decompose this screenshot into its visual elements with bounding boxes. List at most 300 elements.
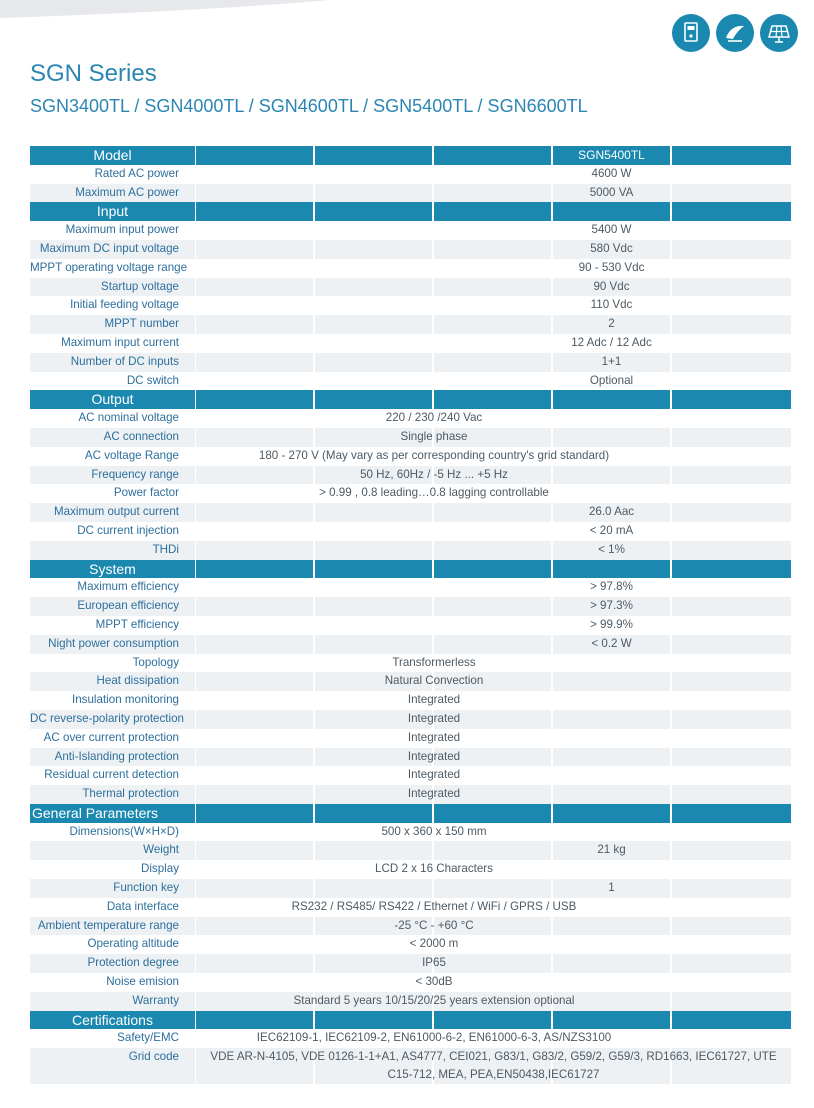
model-column-cell	[315, 146, 432, 165]
header-icons	[672, 14, 798, 52]
spec-label: Ambient temperature range	[30, 917, 195, 936]
model-column-cell	[196, 616, 313, 635]
spec-label: Data interface	[106, 899, 179, 913]
spec-value-spanning: Integrated	[407, 730, 461, 744]
value-cells	[196, 296, 791, 315]
model-column-cell	[553, 560, 670, 579]
section-title: System	[30, 560, 195, 579]
spec-row	[30, 541, 791, 560]
spec-row	[30, 372, 791, 391]
spec-row	[30, 616, 791, 635]
inverter-icon	[672, 14, 710, 52]
model-column-cell	[196, 522, 313, 541]
model-column-cell	[434, 278, 551, 297]
value-cells	[196, 146, 791, 165]
model-column-cell	[672, 748, 791, 767]
spec-row	[30, 409, 791, 428]
spec-row	[30, 522, 791, 541]
general-header	[30, 804, 791, 823]
model-column-cell	[672, 184, 791, 203]
spec-row	[30, 898, 791, 917]
value-cells	[196, 766, 791, 785]
value-cells	[196, 1029, 791, 1048]
model-column-cell	[672, 729, 791, 748]
model-column-cell	[434, 184, 551, 203]
model-column-cell	[672, 484, 791, 503]
value-cells	[196, 917, 791, 936]
model-column-cell	[315, 353, 432, 372]
spec-row	[30, 278, 791, 297]
model-column-cell	[196, 146, 313, 165]
spec-value: < 0.2 W	[553, 635, 670, 654]
model-column-cell	[434, 315, 551, 334]
model-column-cell	[196, 165, 313, 184]
section-title: Output	[30, 390, 195, 409]
model-column-cell	[434, 1011, 551, 1030]
model-column-cell	[315, 278, 432, 297]
value-cells	[196, 635, 791, 654]
spec-row	[30, 503, 791, 522]
value-cells	[196, 578, 791, 597]
value-cells	[196, 221, 791, 240]
spec-row	[30, 785, 791, 804]
value-cells	[196, 372, 791, 391]
spec-row	[30, 221, 791, 240]
model-column-cell	[315, 296, 432, 315]
model-column-cell	[434, 879, 551, 898]
model-column-cell	[196, 278, 313, 297]
model-column-cell	[315, 560, 432, 579]
spec-value: > 97.8%	[590, 580, 633, 594]
spec-row	[30, 935, 791, 954]
spec-row	[30, 466, 791, 485]
spec-value: 110 Vdc	[590, 298, 633, 312]
spec-row	[30, 578, 791, 597]
model-column-cell	[672, 616, 791, 635]
spec-value: 90 Vdc	[553, 278, 670, 297]
spec-label: Function key	[30, 879, 195, 898]
model-column-cell	[434, 635, 551, 654]
spec-row	[30, 315, 791, 334]
model-column-cell	[434, 597, 551, 616]
spec-row	[30, 879, 791, 898]
model-column-cell	[672, 672, 791, 691]
section-title: Certifications	[30, 1011, 195, 1030]
value-cells	[196, 616, 791, 635]
spec-label: Power factor	[113, 486, 179, 500]
model-column-cell	[196, 296, 313, 315]
spec-row	[30, 691, 791, 710]
spec-label: DC switch	[126, 373, 179, 387]
model-column-cell	[672, 710, 791, 729]
spec-value-spanning: Integrated	[407, 787, 461, 801]
spec-row	[30, 1029, 791, 1048]
value-cells	[196, 823, 791, 842]
model-column-cell	[196, 841, 313, 860]
model-column-cell	[196, 578, 313, 597]
model-column-cell	[672, 992, 791, 1011]
spec-value: 21 kg	[553, 841, 670, 860]
value-cells	[196, 597, 791, 616]
value-cells	[196, 654, 791, 673]
spec-value: > 97.3%	[553, 597, 670, 616]
model-column-cell	[434, 804, 551, 823]
value-cells	[196, 748, 791, 767]
spec-label: AC voltage Range	[84, 448, 179, 462]
spec-label: Operating altitude	[87, 937, 179, 951]
spec-value-spanning: Integrated	[407, 768, 461, 782]
solar-sun-icon	[716, 14, 754, 52]
spec-value-spanning: < 30dB	[415, 975, 453, 989]
spec-label: AC over current protection	[43, 730, 179, 744]
spec-value: Optional	[589, 373, 634, 387]
model-column-cell	[672, 466, 791, 485]
spec-value-spanning: LCD 2 x 16 Characters	[375, 862, 493, 876]
spec-value-spanning: Standard 5 years 10/15/20/25 years extension optional	[293, 993, 575, 1007]
model-column-cell	[434, 259, 551, 278]
spec-value: 12 Adc / 12 Adc	[571, 335, 652, 349]
section-title: Model	[30, 146, 195, 165]
model-column-cell	[196, 202, 313, 221]
value-cells	[196, 541, 791, 560]
model-column-cell	[672, 165, 791, 184]
model-column-cell	[196, 541, 313, 560]
value-cells	[196, 804, 791, 823]
value-cells	[196, 973, 791, 992]
spec-value-spanning: > 0.99 , 0.8 leading…0.8 lagging controllable	[319, 486, 549, 500]
spec-value: 5400 W	[591, 223, 632, 237]
value-cells	[196, 315, 791, 334]
spec-value-spanning: 220 / 230 /240 Vac	[385, 411, 483, 425]
model-column-cell	[315, 259, 432, 278]
model-column-cell	[672, 635, 791, 654]
model-column-cell	[315, 184, 432, 203]
model-column-cell	[434, 202, 551, 221]
value-cells	[196, 954, 791, 973]
model-column-cell	[672, 372, 791, 391]
spec-row	[30, 1048, 791, 1084]
model-column-cell	[672, 353, 791, 372]
spec-label: MPPT operating voltage range	[30, 260, 188, 274]
spec-value: 5000 VA	[553, 184, 670, 203]
model-column-cell	[672, 560, 791, 579]
model-column-cell	[196, 1011, 313, 1030]
model-column-cell	[434, 353, 551, 372]
model-column-cell	[315, 879, 432, 898]
model-column-cell	[196, 804, 313, 823]
spec-row	[30, 484, 791, 503]
spec-row	[30, 597, 791, 616]
value-cells	[196, 691, 791, 710]
spec-label: European efficiency	[30, 597, 195, 616]
spec-value-spanning: Natural Convection	[384, 674, 484, 688]
model-column-cell	[315, 541, 432, 560]
spec-label: Maximum AC power	[30, 184, 195, 203]
spec-value-spanning: 50 Hz, 60Hz / -5 Hz ... +5 Hz	[360, 467, 508, 481]
model-column-cell	[553, 202, 670, 221]
spec-row	[30, 992, 791, 1011]
model-column-cell	[672, 541, 791, 560]
model-column-cell	[553, 804, 670, 823]
value-cells	[196, 935, 791, 954]
model-column-cell	[196, 635, 313, 654]
value-cells	[196, 672, 791, 691]
model-column-cell	[672, 409, 791, 428]
spec-row	[30, 917, 791, 936]
value-cells	[196, 447, 791, 466]
spec-row	[30, 165, 791, 184]
model-column-cell	[315, 522, 432, 541]
model-column-cell	[434, 578, 551, 597]
model-column-cell	[315, 503, 432, 522]
value-cells	[196, 259, 791, 278]
value-cells	[196, 992, 791, 1011]
model-column-cell	[196, 879, 313, 898]
decorative-swoosh	[0, 0, 330, 22]
model-column-cell	[315, 597, 432, 616]
model-column-cell	[672, 259, 791, 278]
value-cells	[196, 428, 791, 447]
value-cells	[196, 353, 791, 372]
spec-label: Maximum input power	[65, 223, 179, 237]
spec-row	[30, 841, 791, 860]
spec-label: Heat dissipation	[30, 672, 195, 691]
spec-value-spanning: Integrated	[407, 749, 461, 763]
spec-row	[30, 823, 791, 842]
model-column-cell	[196, 221, 313, 240]
spec-row	[30, 654, 791, 673]
model-column-cell	[315, 616, 432, 635]
model-column-cell	[196, 315, 313, 334]
spec-label: Warranty	[30, 992, 195, 1011]
spec-label: Insulation monitoring	[72, 693, 179, 707]
model-column-cell	[672, 390, 791, 409]
spec-label: DC reverse-polarity protection	[30, 710, 195, 729]
value-cells	[196, 1048, 791, 1084]
model-column-cell	[196, 372, 313, 391]
spec-label: MPPT number	[30, 315, 195, 334]
solar-panel-icon	[760, 14, 798, 52]
section-title: Input	[30, 202, 195, 221]
model-column-cell	[672, 954, 791, 973]
model-column-cell	[672, 202, 791, 221]
spec-label: Maximum DC input voltage	[30, 240, 195, 259]
spec-value: 4600 W	[591, 166, 632, 180]
spec-label: Night power consumption	[30, 635, 195, 654]
spec-row	[30, 447, 791, 466]
spec-value-spanning: Transformerless	[392, 655, 476, 669]
spec-value-spanning: VDE AR-N-4105, VDE 0126-1-1+A1, AS4777, CEI021, G83/1, G83/2, G59/2, G59/3, RD1663, IEC61727, UTE C15-712, MEA, PEA,EN50438,IEC61727	[210, 1050, 777, 1082]
model-column-cell	[672, 296, 791, 315]
spec-label: Maximum output current	[30, 503, 195, 522]
model-column-cell	[434, 165, 551, 184]
model-column-cell	[434, 240, 551, 259]
model-column-cell	[672, 841, 791, 860]
model-column-cell	[196, 334, 313, 353]
value-cells	[196, 390, 791, 409]
spec-label: Thermal protection	[30, 785, 195, 804]
model-column-cell	[672, 221, 791, 240]
model-column-cell	[672, 691, 791, 710]
value-cells	[196, 841, 791, 860]
spec-value-spanning: Integrated	[407, 693, 461, 707]
model-column-cell	[196, 390, 313, 409]
model-column-cell	[672, 654, 791, 673]
spec-label: DC current injection	[77, 523, 179, 537]
spec-label: MPPT efficiency	[95, 617, 179, 631]
spec-label: THDi	[30, 541, 195, 560]
model-column-cell	[672, 597, 791, 616]
spec-label: Frequency range	[30, 466, 195, 485]
models-line: SGN3400TL / SGN4000TL / SGN4600TL / SGN5400TL / SGN6600TL	[30, 96, 588, 116]
spec-row	[30, 428, 791, 447]
spec-label: Initial feeding voltage	[70, 298, 179, 312]
value-cells	[196, 1011, 791, 1030]
model-column-cell	[196, 184, 313, 203]
certifications-header	[30, 1011, 791, 1030]
spec-label: Topology	[132, 655, 179, 669]
value-cells	[196, 879, 791, 898]
model-column-cell	[196, 503, 313, 522]
model-column-cell	[315, 315, 432, 334]
spec-label: Display	[140, 862, 179, 876]
model-column-cell	[672, 1011, 791, 1030]
spec-label: Protection degree	[30, 954, 195, 973]
model-column-cell	[672, 1029, 791, 1048]
value-cells	[196, 278, 791, 297]
value-cells	[196, 184, 791, 203]
model-column-cell	[315, 804, 432, 823]
spec-value: 26.0 Aac	[553, 503, 670, 522]
spec-row	[30, 635, 791, 654]
model-column-cell	[315, 1011, 432, 1030]
model-column-cell	[315, 372, 432, 391]
model-column-cell	[672, 879, 791, 898]
spec-value-spanning: Integrated	[407, 711, 461, 725]
model-column-cell	[672, 804, 791, 823]
value-cells	[196, 466, 791, 485]
spec-label: Maximum efficiency	[77, 580, 179, 594]
model-column-cell	[672, 447, 791, 466]
model-column-cell	[434, 390, 551, 409]
spec-label: Weight	[30, 841, 195, 860]
series-title: SGN Series	[30, 60, 157, 87]
spec-value: 580 Vdc	[553, 240, 670, 259]
value-cells	[196, 898, 791, 917]
spec-label: Anti-Islanding protection	[30, 748, 195, 767]
spec-value: 90 - 530 Vdc	[578, 260, 645, 274]
spec-row	[30, 259, 791, 278]
spec-label: Noise emision	[106, 975, 179, 989]
model-column-cell	[196, 353, 313, 372]
model-column-cell	[672, 973, 791, 992]
model-column-cell	[672, 898, 791, 917]
model-column-cell	[315, 578, 432, 597]
model-column-cell	[672, 146, 791, 165]
model-column-cell	[434, 560, 551, 579]
value-cells	[196, 165, 791, 184]
model-column-cell	[672, 766, 791, 785]
model-column-cell	[672, 917, 791, 936]
model-column-cell	[196, 240, 313, 259]
model-column-cell	[315, 240, 432, 259]
spec-value-spanning: 180 - 270 V (May vary as per corresponding country's grid standard)	[258, 448, 610, 462]
spec-row	[30, 860, 791, 879]
output-header	[30, 390, 791, 409]
spec-value: 1+1	[553, 353, 670, 372]
model-column-cell	[672, 278, 791, 297]
value-cells	[196, 240, 791, 259]
model-column-cell	[196, 597, 313, 616]
model-column-cell	[196, 259, 313, 278]
model-header	[30, 146, 791, 165]
section-title: General Parameters	[30, 804, 195, 823]
value-cells	[196, 729, 791, 748]
spec-value: < 20 mA	[589, 523, 634, 537]
model-column-cell	[434, 541, 551, 560]
value-cells	[196, 522, 791, 541]
spec-row	[30, 954, 791, 973]
model-column-cell	[672, 860, 791, 879]
model-column-cell	[672, 785, 791, 804]
model-column-cell	[672, 240, 791, 259]
spec-row	[30, 296, 791, 315]
spec-row	[30, 766, 791, 785]
model-column-header: SGN5400TL	[553, 146, 670, 165]
model-column-cell	[315, 841, 432, 860]
value-cells	[196, 503, 791, 522]
model-column-cell	[434, 503, 551, 522]
model-column-cell	[434, 616, 551, 635]
spec-value: 1	[553, 879, 670, 898]
model-column-cell	[672, 578, 791, 597]
model-column-cell	[434, 296, 551, 315]
model-column-cell	[315, 635, 432, 654]
value-cells	[196, 409, 791, 428]
spec-row	[30, 334, 791, 353]
spec-value-spanning: RS232 / RS485/ RS422 / Ethernet / WiFi / GPRS / USB	[291, 899, 577, 913]
spec-label: Grid code	[30, 1048, 195, 1084]
model-column-cell	[315, 221, 432, 240]
model-column-cell	[315, 390, 432, 409]
spec-label: Residual current detection	[44, 768, 179, 782]
spec-value-spanning: IP65	[422, 956, 446, 970]
value-cells	[196, 860, 791, 879]
spec-value-spanning: IEC62109-1, IEC62109-2, EN61000-6-2, EN61000-6-3, AS/NZS3100	[256, 1031, 612, 1045]
model-column-cell	[434, 146, 551, 165]
model-column-cell	[672, 522, 791, 541]
value-cells	[196, 710, 791, 729]
model-column-cell	[672, 935, 791, 954]
spec-label: Maximum input current	[61, 335, 179, 349]
value-cells	[196, 334, 791, 353]
model-column-cell	[434, 841, 551, 860]
spec-value-spanning: Single phase	[400, 429, 468, 443]
input-header	[30, 202, 791, 221]
spec-value: > 99.9%	[590, 617, 633, 631]
spec-label: AC nominal voltage	[78, 411, 179, 425]
spec-value: < 1%	[553, 541, 670, 560]
model-column-cell	[434, 334, 551, 353]
spec-value-spanning: -25 °C - +60 °C	[394, 918, 474, 932]
spec-value: 2	[553, 315, 670, 334]
spec-label: Safety/EMC	[117, 1031, 179, 1045]
model-column-cell	[553, 390, 670, 409]
spec-label: Number of DC inputs	[30, 353, 195, 372]
spec-label: AC connection	[30, 428, 195, 447]
value-cells	[196, 202, 791, 221]
spec-label: Dimensions(W×H×D)	[69, 824, 179, 838]
